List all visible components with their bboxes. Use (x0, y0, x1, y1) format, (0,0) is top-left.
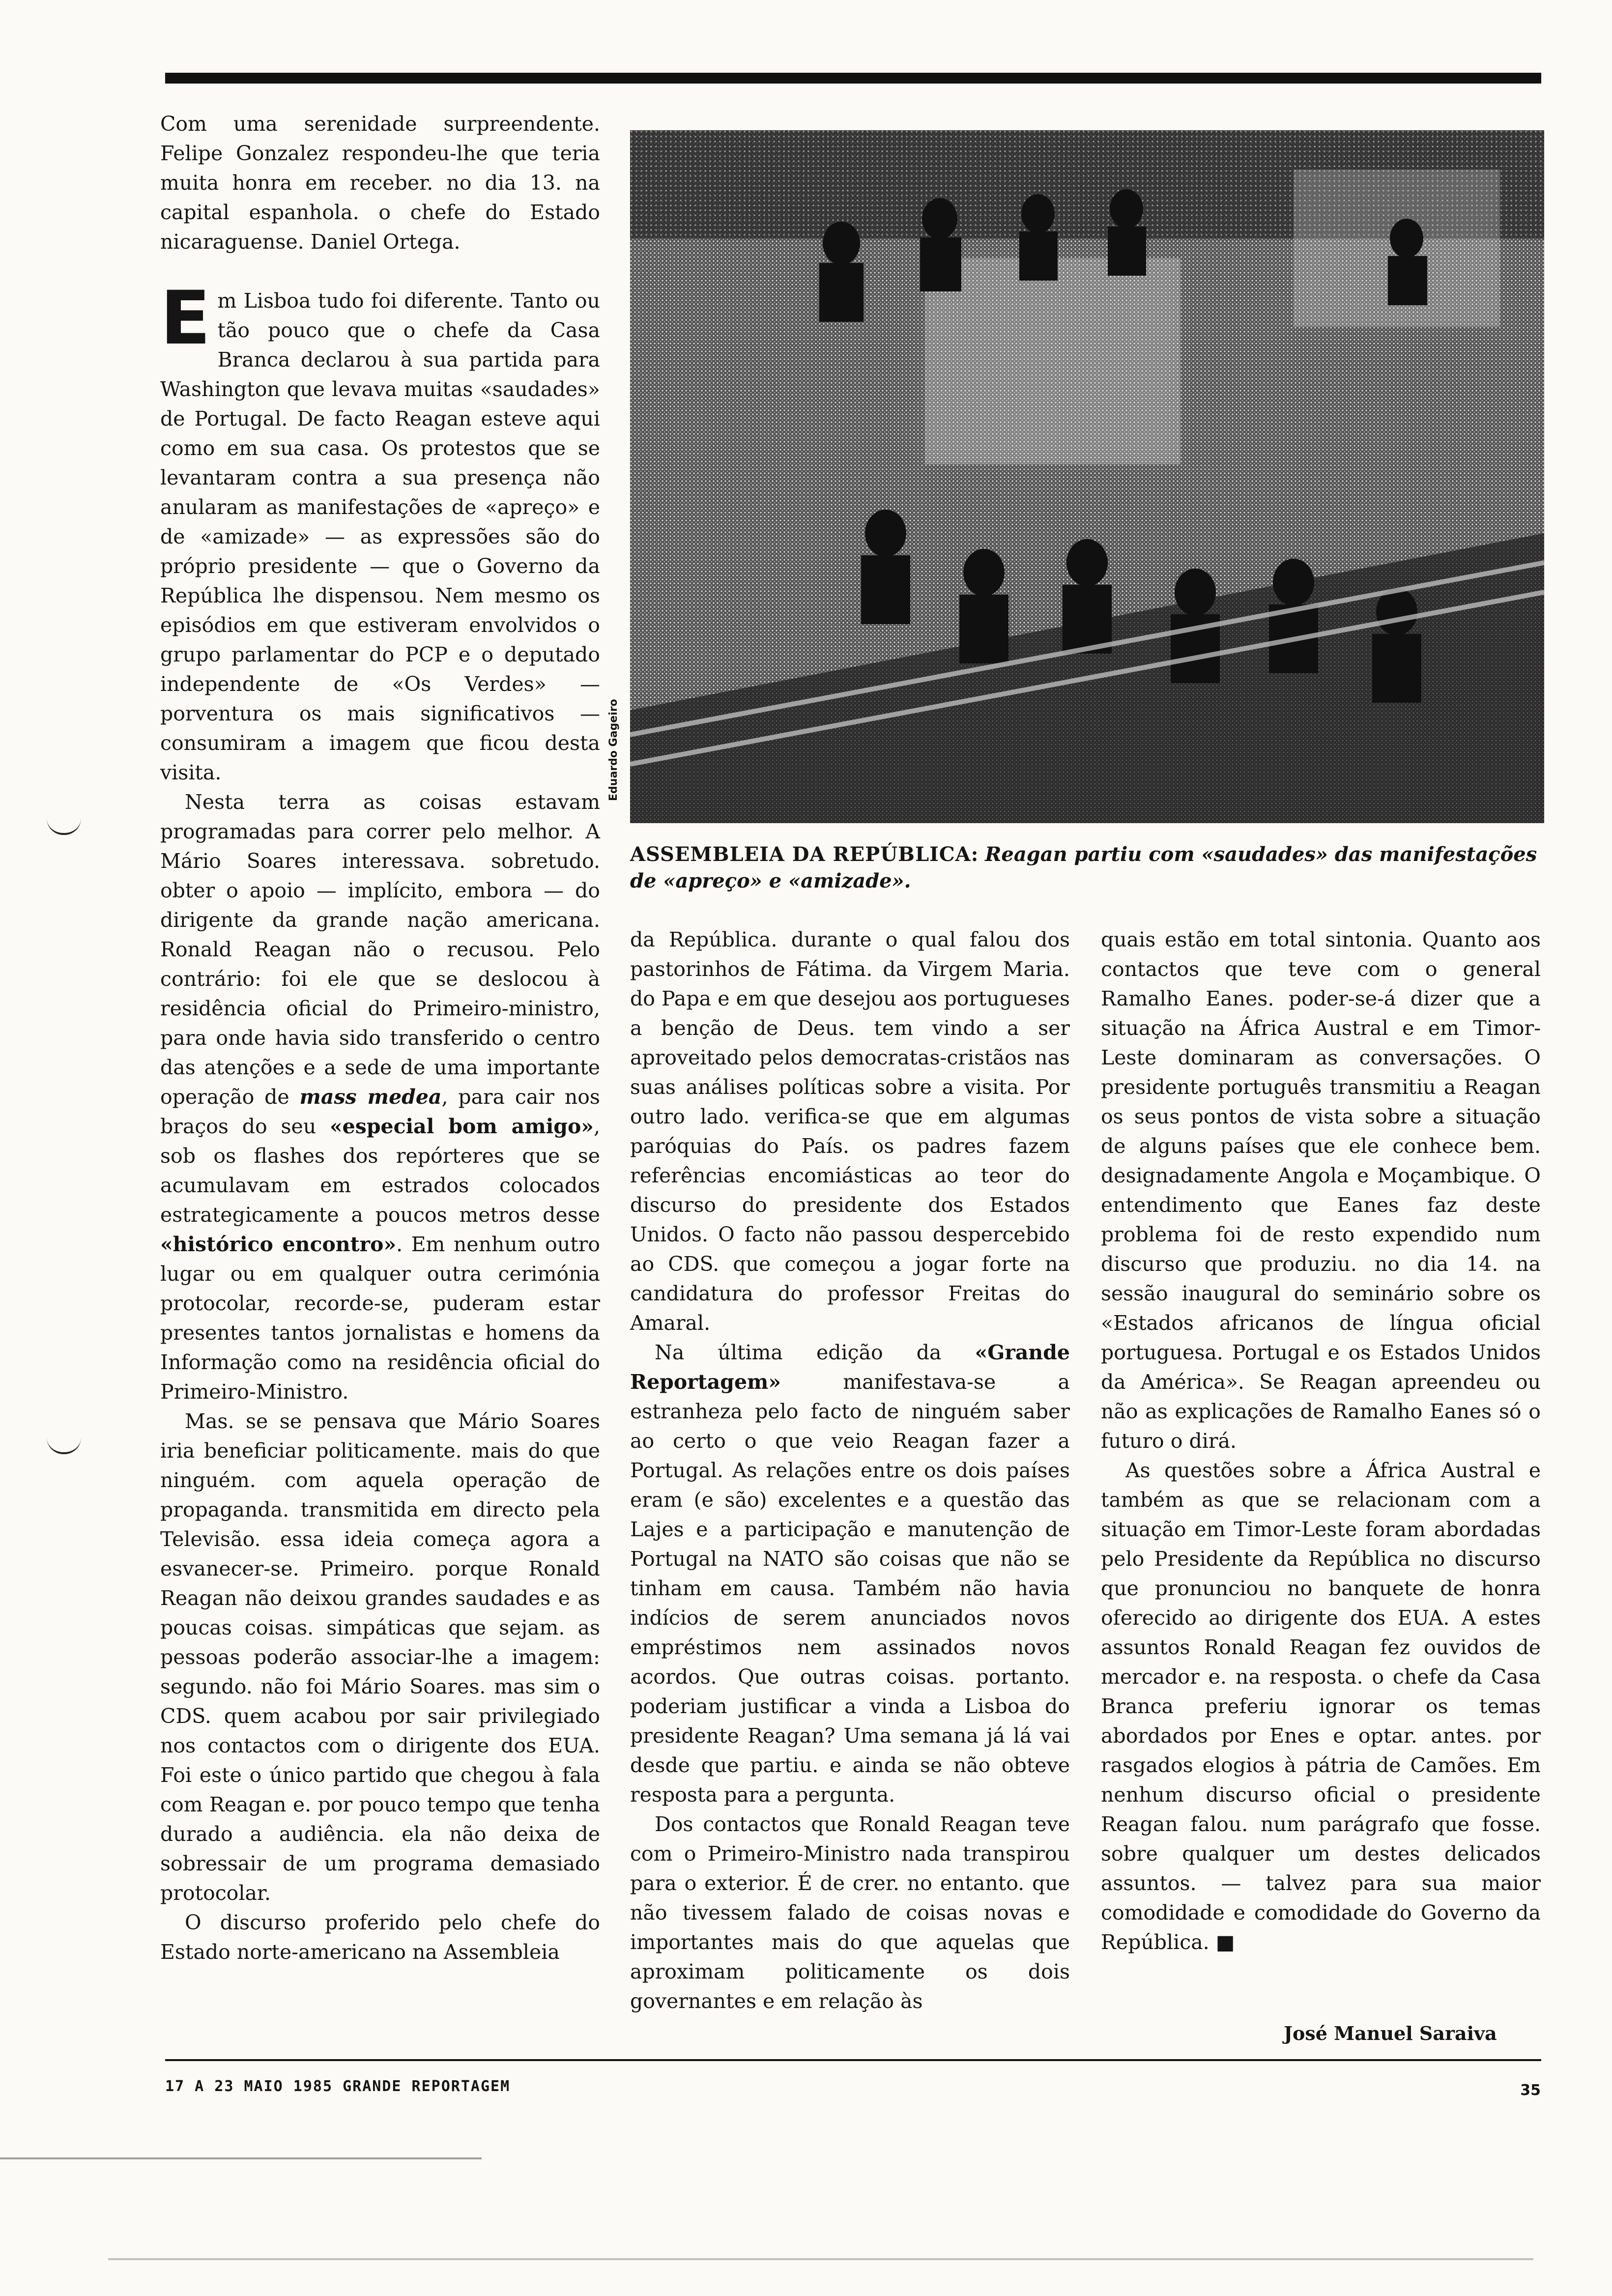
lead-paragraph (160, 276, 600, 787)
drop-cap: E (160, 276, 211, 361)
author-byline: José Manuel Saraiva (1284, 2022, 1497, 2044)
paragraph-text: , para cair nos braços do seu (160, 1085, 600, 1138)
photo-caption (630, 841, 1544, 894)
article-column-2 (630, 925, 1070, 2016)
photo-credit: Eduardo Gageiro (607, 699, 620, 801)
paragraph: quais estão em total sintonia. Quanto aos contactos que teve com o general Ramalho Eanes. poder-se-á dizer que a situação na África Austral e em Timor-Leste dominaram as conversações. O presidente português transmitiu a Reagan os seus pontos de vista sobre a situação de alguns países que ele conhece bem. designadamente Angola e Moçambique. O entendimento que Eanes faz deste problema foi de resto expendido num discurso que produziu. no dia 14. na sessão inaugural do seminário sobre os «Estados africanos de língua oficial portuguesa. Portugal e os Estados Unidos da América». Se Reagan apreendeu ou não as explicações de Ramalho Eanes só o futuro o dirá. (1101, 928, 1541, 1453)
caption-lead: ASSEMBLEIA DA REPÚBLICA: (630, 843, 979, 866)
bold-text: «histórico encontro» (160, 1233, 397, 1256)
margin-mark (47, 1437, 81, 1454)
emphasis-text: mass medea (299, 1085, 442, 1109)
paragraph (630, 1338, 1070, 1809)
paragraph-text: . Em nenhum outro lugar ou em qualquer outra cerimónia protocolar, recorde-se, puderam estar presentes tantos jornalistas e homens da Informação como na residência oficial do Primeiro-Ministro. (160, 1233, 600, 1404)
paragraph-text: manifestava-se a estranheza pelo facto de ninguém saber ao certo o que veio Reagan fazer a Portugal. As relações entre os dois países eram (e são) excelentes e a questão das Lajes e a participação e manutenção de Portugal na NATO são coisas que não se tinham em causa. Também não havia indícios de serem anunciados novos empréstimos nem assinados novos acordos. Que outras coisas. portanto. poderiam justificar a vinda a Lisboa do presidente Reagan? Uma semana já lá vai desde que partiu. e ainda se não obteve resposta para a pergunta. (630, 1370, 1070, 1807)
paragraph (1101, 1456, 1541, 1957)
paragraph-text: , sob os flashes dos repórteres que se acumulavam em estrados colocados estrategicamente a poucos metros desse (160, 1115, 600, 1227)
bold-text: «Grande Reportagem» (630, 1341, 1070, 1394)
parliament-photo (630, 130, 1544, 823)
issue-footer: 17 A 23 MAIO 1985 GRANDE REPORTAGEM (165, 2078, 511, 2095)
margin-mark (47, 818, 81, 835)
bold-text: «especial bom amigo» (330, 1115, 594, 1138)
top-rule (165, 73, 1541, 84)
paragraph: da República. durante o qual falou dos pastorinhos de Fátima. da Virgem Maria. do Papa e em que desejou aos portugueses a benção de Deus. tem vindo a ser aproveitado pelos democratas-cristãos nas suas análises políticas sobre a visita. Por outro lado. verifica-se que em algumas paróquias do País. os padres fazem referências encomiásticas ao teor do discurso do presidente dos Estados Unidos. O facto não passou despercebido ao CDS. que começou a jogar forte na candidatura do professor Freitas do Amaral. (630, 928, 1070, 1335)
scan-artifact (0, 2157, 482, 2159)
caption-text: Reagan partiu com «saudades» das manifestações de «apreço» e «amizade». (630, 843, 1537, 892)
article-column-3 (1101, 925, 1541, 1957)
paragraph-text: Nesta terra as coisas estavam programadas para correr pelo melhor. A Mário Soares interessava. sobretudo. obter o apoio — implícito, embora — do dirigente da grande nação americana. Ronald Reagan não o recusou. Pelo contrário: foi ele que se deslocou à residência oficial do Primeiro-ministro, para onde havia sido transferido o centro das atenções e a sede de uma importante operação de (160, 790, 600, 1109)
end-mark: ■ (1215, 1930, 1235, 1954)
paragraph: Mas. se se pensava que Mário Soares iria beneficiar politicamente. mais do que ninguém. com aquela operação de propaganda. transmitida em directo pela Televisão. essa ideia começa agora a esvanecer-se. Primeiro. porque Ronald Reagan não deixou grandes saudades e as poucas coisas. simpáticas que sejam. as pessoas poderão associar-lhe a imagem: segundo. não foi Mário Soares. mas sim o CDS. quem acabou por sair privilegiado nos contactos com o dirigente dos EUA. Foi este o único partido que chegou à fala com Reagan e. por pouco tempo que tenha durado a audiência. ela não deixa de sobressair de um programa demasiado protocolar. (160, 1409, 600, 1905)
parliament-photo-image (630, 130, 1544, 823)
article-column-1 (160, 109, 600, 1967)
scan-artifact (108, 2258, 1533, 2260)
paragraph-text: As questões sobre a África Austral e também as que se relacionam com a situação em Timor-Leste foram abordadas pelo Presidente da República no discurso que pronunciou no banquete de honra oferecido ao dirigente dos EUA. A estes assuntos Ronald Reagan fez ouvidos de mercador e. na resposta. o chefe da Casa Branca preferiu ignorar os temas abordados por Enes e optar. antes. por rasgados elogios à pátria de Camões. Em nenhum discurso oficial o presidente Reagan falou. num parágrafo que fosse. sobre qualquer um destes delicados assuntos. — talvez para sua maior comodidade e comodidade do Governo da República. (1101, 1459, 1541, 1954)
lead-paragraph-text: m Lisboa tudo foi diferente. Tanto ou tão pouco que o chefe da Casa Branca declarou à sua partida para Washington que levava muitas «saudades» de Portugal. De facto Reagan esteve aqui como em sua casa. Os protestos que se levantaram contra a sua presença não anularam as manifestações de «apreço» e de «amizade» — as expressões são do próprio presidente — que o Governo da República lhe dispensou. Nem mesmo os episódios em que estiveram envolvidos o grupo parlamentar do PCP e o deputado independente de «Os Verdes» — porventura os mais significativos — consumiram a imagem que ficou desta visita. (160, 289, 600, 784)
bottom-rule (165, 2059, 1541, 2061)
page-number: 35 (1520, 2082, 1541, 2099)
paragraph-text: Na última edição da (655, 1341, 942, 1364)
paragraph (160, 787, 600, 1406)
paragraph: Dos contactos que Ronald Reagan teve com o Primeiro-Ministro nada transpirou para o exterior. É de crer. no entanto. que não tivessem falado de coisas novas e importantes mais do que aquelas que aproximam politicamente os dois governantes e em relação às (630, 1812, 1070, 2013)
paragraph: O discurso proferido pelo chefe do Estado norte-americano na Assembleia (160, 1911, 600, 1964)
intro-paragraph: Com uma serenidade surpreendente. Felipe Gonzalez respondeu-lhe que teria muita honra em receber. no dia 13. na capital espanhola. o chefe do Estado nicaraguense. Daniel Ortega. (160, 112, 600, 254)
